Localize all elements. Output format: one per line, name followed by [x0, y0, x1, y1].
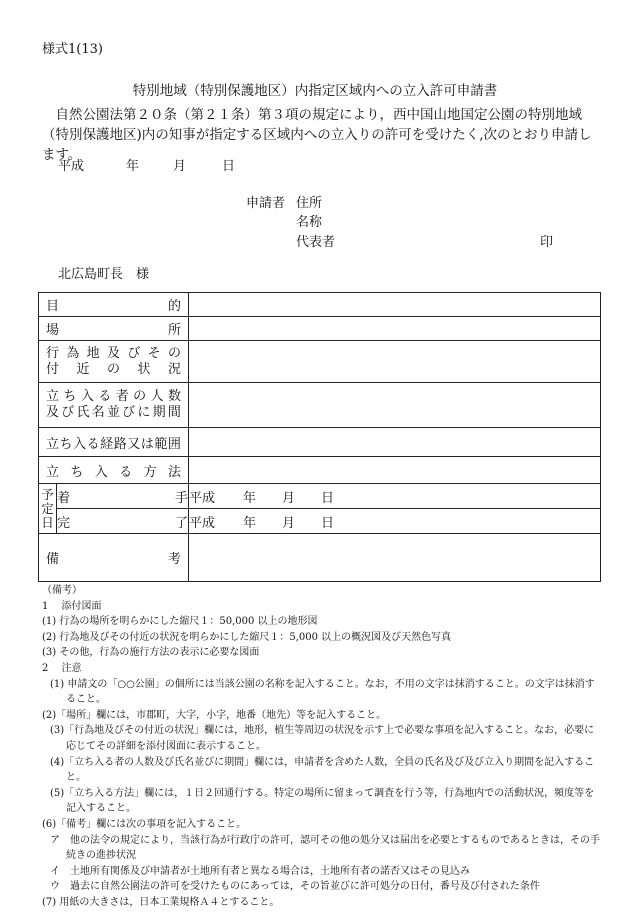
label-char: 目 — [46, 299, 60, 314]
start-era: 平成 — [189, 490, 216, 506]
date-day: 日 — [222, 159, 236, 174]
seal-mark: 印 — [540, 235, 554, 250]
date-year: 年 — [126, 159, 140, 174]
label-char: び — [127, 345, 141, 361]
application-form-table — [38, 292, 601, 582]
end-year: 年 — [243, 515, 257, 531]
end-era: 平成 — [189, 515, 216, 531]
note-2-6-i: イ 土地所有関係及び申請者が土地所有者と異なる場合は，土地所有者の諾否又はその見込み — [50, 865, 470, 877]
note-2-6: (6)「備考」欄には次の事項を記入すること。 — [42, 818, 247, 830]
row-remarks — [39, 534, 601, 582]
method-field[interactable] — [189, 457, 601, 484]
entrants-label-line1 — [46, 389, 181, 405]
end-label — [57, 509, 189, 534]
label-char: 為 — [66, 345, 80, 361]
schedule-label — [39, 484, 57, 534]
start-label — [57, 484, 189, 509]
date-month: 月 — [173, 159, 187, 174]
row-purpose — [39, 293, 601, 317]
label-char: 地 — [86, 345, 100, 361]
purpose-label-text — [46, 295, 181, 314]
label-char: 人 — [150, 389, 164, 404]
label-char: び — [122, 405, 136, 420]
label-char: 的 — [167, 299, 181, 314]
label-char: 範 — [154, 436, 168, 452]
note-2-6-a: ア 他の法令の規定により，当該行為が行政庁の許可，認可その他の処分又は届出を必要とするものであるときは，その手続きの進捗状況 — [50, 834, 600, 862]
entrants-label-line2 — [46, 405, 181, 421]
label-char: の — [133, 389, 147, 404]
start-month: 月 — [282, 490, 296, 506]
label-char: 路 — [113, 436, 127, 452]
start-day: 日 — [321, 490, 335, 506]
note-1-2: (2) 行為地及びその付近の状況を明らかにした縮尺１：5,000 以上の概況図及び天然色写真 — [42, 631, 452, 643]
addressee: 北広島町長 様 — [58, 267, 150, 282]
label-char: 及 — [106, 345, 120, 361]
situation-label — [39, 341, 189, 383]
label-char: 又 — [127, 436, 141, 452]
place-field[interactable] — [189, 317, 601, 341]
label-char: 並 — [106, 405, 120, 420]
application-date — [58, 155, 235, 174]
purpose-field[interactable] — [189, 293, 601, 317]
note-2-6-u: ウ 過去に自然公園法の許可を受けたものにあっては，その旨並びに許可処分の日付，番号及び付された条件 — [50, 881, 540, 893]
label-char: 備 — [46, 552, 60, 567]
note-2-4: (4)「立ち入る者の人数及び氏名並びに期間」欄には，申請者を含めた人数，全員の氏名及び及び立入り期間を記入すること。 — [50, 756, 595, 784]
entrants-field[interactable] — [189, 383, 601, 428]
label-char: る — [98, 389, 112, 404]
entrants-label — [39, 383, 189, 428]
intro-paragraph: 自然公園法第２０条（第２１条）第３項の規定により，西中国山地国定公園の特別地域（特別保護地区)内の知事が指定する区域内への立入りの許可を受けたく,次のとおり申請します。 — [42, 107, 592, 163]
start-date-field[interactable] — [189, 484, 601, 509]
row-method — [39, 457, 601, 484]
note-2-1: (1) 申請文の「○○公園」の個所には当該公園の名称を記入すること。なお，不用の文字は抹消すること。の文字は抹消すること。 — [50, 678, 595, 706]
notes-header: （備考） — [42, 585, 82, 596]
label-char: 方 — [143, 464, 157, 480]
label-char: 手 — [174, 490, 188, 506]
label-char: ち — [63, 389, 77, 404]
label-char: 経 — [100, 436, 114, 452]
label-char: 期 — [152, 405, 166, 420]
label-char: 立 — [46, 436, 60, 452]
label-char: 場 — [46, 323, 60, 338]
label-char: の — [167, 345, 181, 361]
note-section-2: 2 注意 — [42, 662, 82, 674]
applicant-name-label: 名称 — [296, 215, 323, 230]
situation-field[interactable] — [189, 341, 601, 383]
end-date-field[interactable] — [189, 509, 601, 534]
label-char: 了 — [174, 515, 188, 531]
end-day: 日 — [321, 515, 335, 531]
label-char: 定 — [41, 500, 54, 516]
route-field[interactable] — [189, 428, 601, 457]
label-char: ち — [59, 436, 73, 452]
label-char: 所 — [167, 323, 181, 338]
row-end — [39, 509, 601, 534]
row-situation — [39, 341, 601, 383]
row-entrants — [39, 383, 601, 428]
situation-label-line2 — [46, 362, 181, 378]
remarks-field[interactable] — [189, 534, 601, 582]
route-label — [39, 428, 189, 457]
label-char: 立 — [46, 389, 60, 404]
method-label-text — [46, 461, 181, 480]
label-char: 着 — [57, 490, 71, 506]
schedule-label-text — [39, 488, 56, 530]
label-char: 日 — [41, 514, 54, 530]
applicant-representative-label: 代表者 — [296, 235, 336, 250]
notes-section — [42, 583, 602, 910]
note-2-5: (5)「立ち入る方法」欄には，１日２回通行する。特定の場所に留まって調査を行う等，行為地内での活動状況，頻度等を記入すること。 — [50, 787, 595, 815]
remarks-label — [39, 534, 189, 582]
label-char: 及 — [46, 405, 60, 420]
label-char: の — [106, 361, 120, 377]
remarks-label-text — [46, 548, 181, 567]
label-char: 予 — [41, 486, 54, 502]
label-char: 況 — [167, 361, 181, 377]
label-char: 数 — [167, 389, 181, 404]
label-char: 完 — [57, 515, 71, 531]
label-char: 行 — [46, 345, 60, 361]
label-char: ち — [70, 464, 84, 480]
label-char: そ — [147, 345, 161, 361]
situation-label-line1 — [46, 346, 181, 362]
note-1-1: (1) 行為の場所を明らかにした縮尺１：50,000 以上の地形図 — [42, 616, 318, 628]
note-2-3: (3)「行為地及びその付近の状況」欄には，地形，植生等周辺の状況を示す上で必要な事項を記入すること。なお，必要に応じてその詳細を添付図面に表示すること。 — [50, 725, 595, 752]
row-route — [39, 428, 601, 457]
place-label — [39, 317, 189, 341]
label-char: 状 — [137, 361, 151, 377]
note-section-1: 1 添付図面 — [42, 600, 102, 612]
purpose-label — [39, 293, 189, 317]
row-place — [39, 317, 601, 341]
label-char: る — [119, 464, 133, 480]
label-char: 囲 — [167, 436, 181, 452]
note-2-2: (2)「場所」欄には，市郡町，大字，小字，地番（地先）等を記入すること。 — [42, 709, 387, 721]
label-char: 近 — [76, 361, 90, 377]
end-month: 月 — [282, 515, 296, 531]
label-char: び — [61, 405, 75, 420]
applicant-address-label: 住所 — [296, 196, 323, 211]
document-title: 特別地域（特別保護地区）内指定区域内への立入許可申請書 — [132, 83, 498, 99]
label-char: 法 — [167, 464, 181, 480]
row-start — [39, 484, 601, 509]
label-char: に — [137, 405, 151, 420]
route-label-text — [46, 433, 181, 452]
label-char: 考 — [167, 552, 181, 567]
date-era: 平成 — [58, 159, 85, 174]
end-label-text — [57, 512, 188, 531]
method-label — [39, 457, 189, 484]
note-1-3: (3) その他，行為の施行方法の表示に必要な図面 — [42, 647, 260, 659]
label-char: は — [140, 436, 154, 452]
label-char: 者 — [115, 389, 129, 404]
label-char: 入 — [73, 436, 87, 452]
label-char: 付 — [46, 361, 60, 377]
label-char: 氏 — [76, 405, 90, 420]
applicant-label: 申請者 — [246, 196, 286, 211]
label-char: 名 — [91, 405, 105, 420]
start-label-text — [57, 487, 188, 506]
label-char: 間 — [167, 405, 181, 420]
label-char: 入 — [80, 389, 94, 404]
place-label-text — [46, 319, 181, 338]
label-char: 入 — [94, 464, 108, 480]
label-char: る — [86, 436, 100, 452]
label-char: 立 — [46, 464, 60, 480]
start-year: 年 — [243, 490, 257, 506]
note-2-7: (7) 用紙の大きさは，日本工業規格Ａ４とすること。 — [42, 896, 280, 908]
form-number: 様式1(13) — [42, 42, 103, 57]
